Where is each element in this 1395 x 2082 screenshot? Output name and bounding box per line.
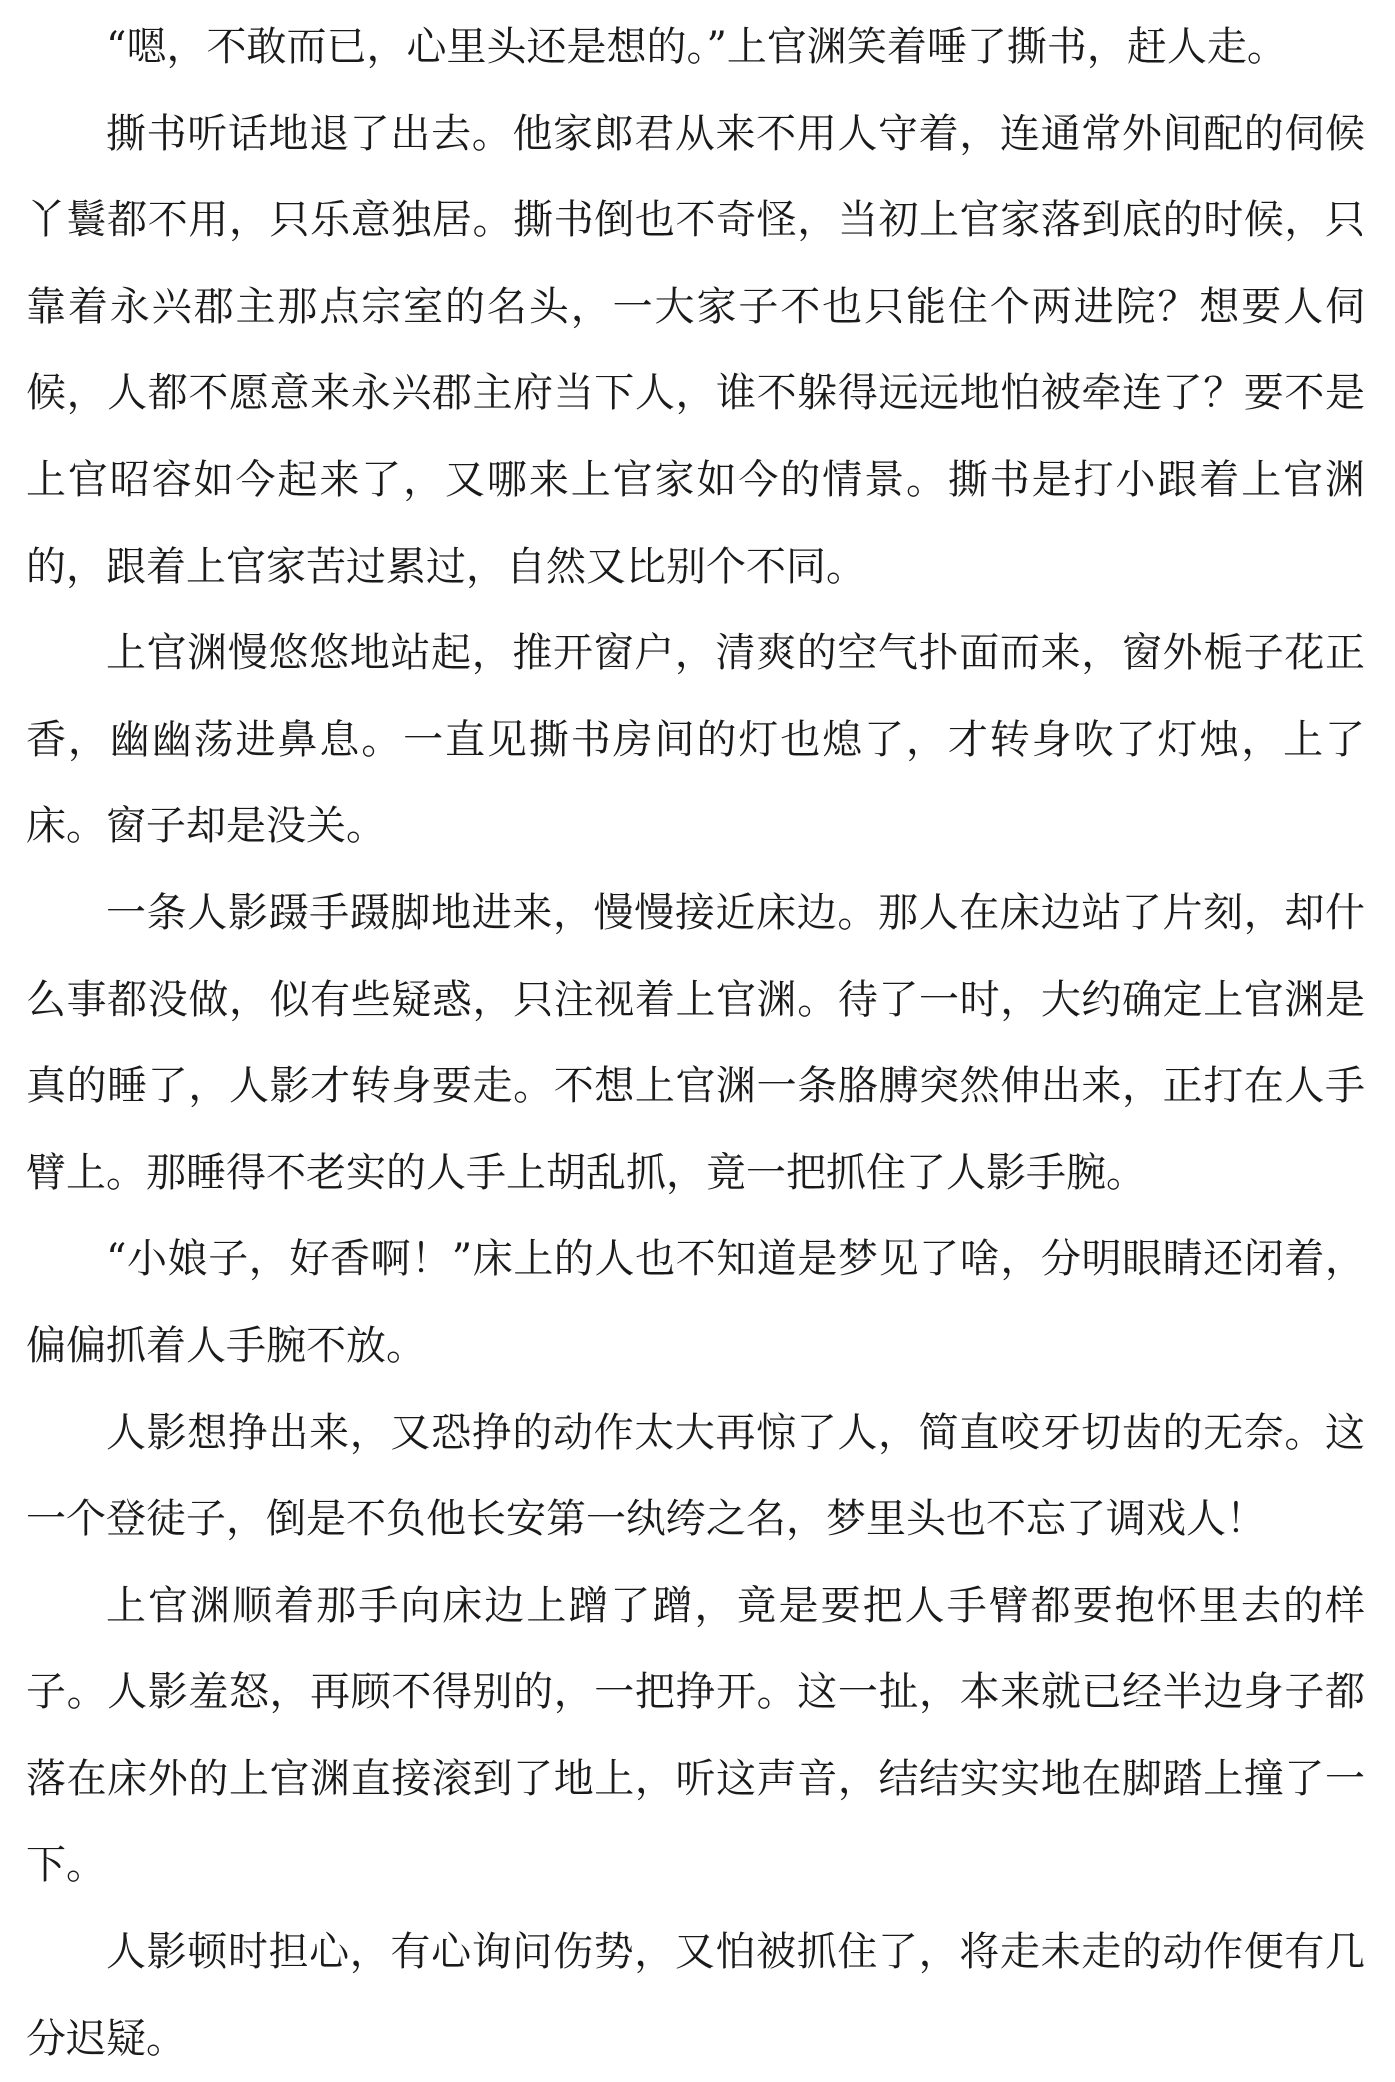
- paragraph: 撕书听话地退了出去。他家郎君从来不用人守着，连通常外间配的伺候丫鬟都不用，只乐意独居。撕书倒也不奇怪，当初上官家落到底的时候，只靠着永兴郡主那点宗室的名头，一大家子不也只能住个两进院？想要人伺候，人都不愿意来永兴郡主府当下人，谁不躲得远远地怕被牵连了？要不是上官昭容如今起来了，又哪来上官家如今的情景。撕书是打小跟着上官渊的，跟着上官家苦过累过，自然又比别个不同。: [26, 110, 1365, 590]
- paragraph: “嗯，不敢而已，心里头还是想的。”上官渊笑着唾了撕书，赶人走。: [106, 24, 1287, 70]
- paragraph: 一条人影蹑手蹑脚地进来，慢慢接近床边。那人在床边站了片刻，却什么事都没做，似有些疑惑，只注视着上官渊。待了一时，大约确定上官渊是真的睡了，人影才转身要走。不想上官渊一条胳膊突然伸出来，正打在人手臂上。那睡得不老实的人手上胡乱抓，竟一把抓住了人影手腕。: [26, 889, 1365, 1196]
- paragraph: 人影顿时担心，有心询问伤势，又怕被抓住了，将走未走的动作便有几分迟疑。: [26, 1929, 1365, 2062]
- paragraph: 上官渊顺着那手向床边上蹭了蹭，竟是要把人手臂都要抱怀里去的样子。人影羞怒，再顾不得别的，一把挣开。这一扯，本来就已经半边身子都落在床外的上官渊直接滚到了地上，听这声音，结结实实地在脚踏上撞了一下。: [26, 1582, 1365, 1889]
- paragraph: 上官渊慢悠悠地站起，推开窗户，清爽的空气扑面而来，窗外栀子花正香，幽幽荡进鼻息。一直见撕书房间的灯也熄了，才转身吹了灯烛，上了床。窗子却是没关。: [26, 630, 1365, 850]
- paragraph: 人影想挣出来，又恐挣的动作太大再惊了人，简直咬牙切齿的无奈。这一个登徒子，倒是不负他长安第一纨绔之名，梦里头也不忘了调戏人！: [26, 1409, 1365, 1543]
- paragraph: “小娘子，好香啊！”床上的人也不知道是梦见了啥，分明眼睛还闭着，偏偏抓着人手腕不放。: [26, 1236, 1365, 1369]
